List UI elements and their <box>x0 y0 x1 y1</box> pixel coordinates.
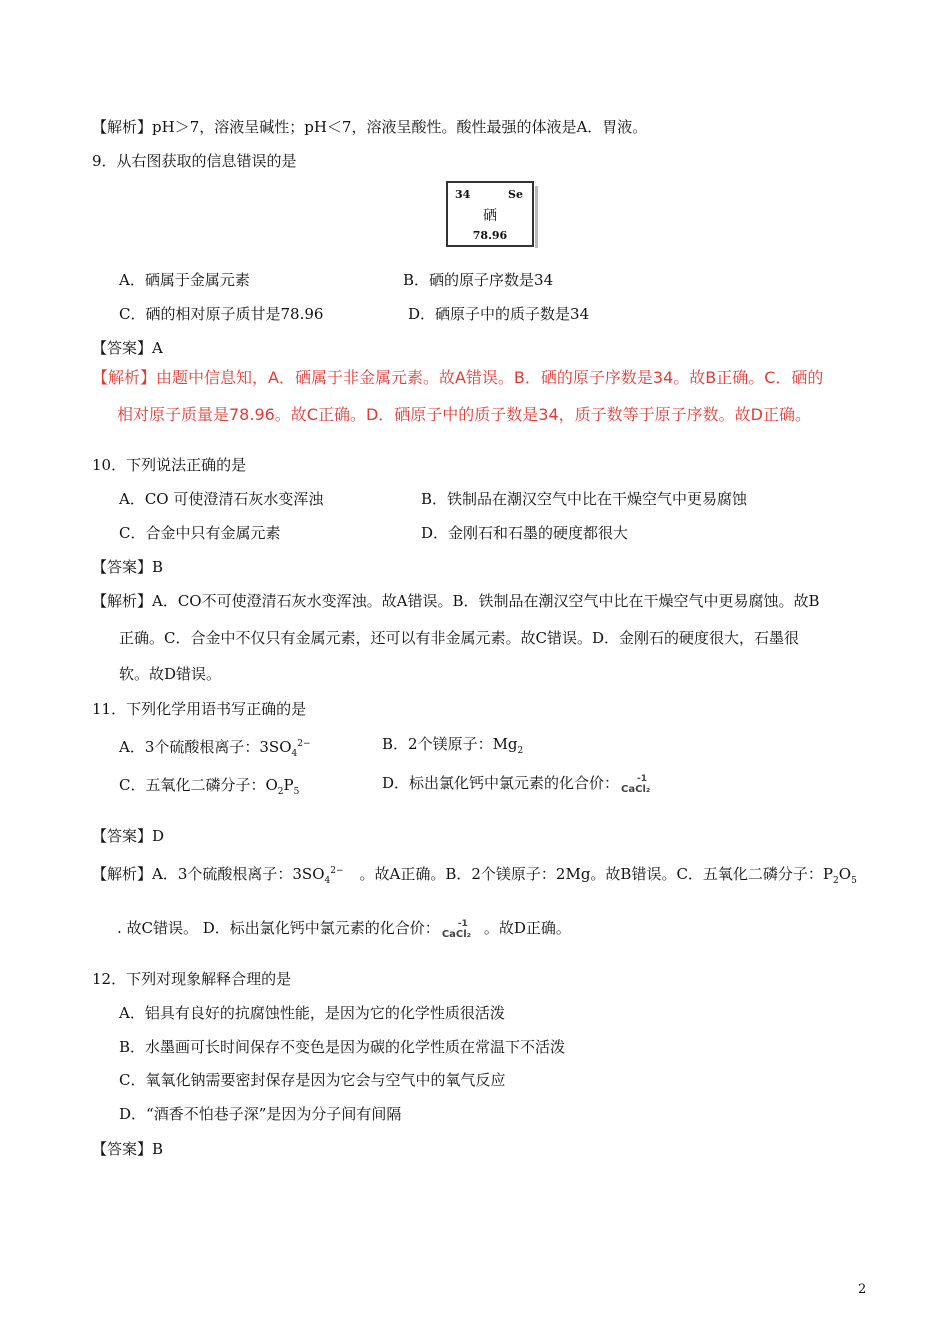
q9-option-d: D．硒原子中的质子数是34 <box>408 305 590 323</box>
q8-analysis <box>92 117 647 137</box>
q9-answer: 【答案】A <box>92 339 163 357</box>
q10-answer: 【答案】B <box>92 558 164 576</box>
q12-option-d: D．“酒香不怕巷子深”是因为分子间有间隔 <box>119 1105 402 1123</box>
q11-option-b: B．2个镁原子：$Mg_2$ <box>382 735 524 756</box>
q9-analysis-line-1: 【解析】由题中信息知，A．硒属于非金属元素。故A错误。B．硒的原子序数是34。故B正确。C．硒的 <box>92 368 824 387</box>
q11-option-a: A．3个硫酸根离子：$3SO_4^{2-}$ <box>119 738 311 759</box>
q12-option-c: C．氧氧化钠需要密封保存是因为它会与空气中的氧气反应 <box>119 1071 506 1089</box>
q10-stem: 10．下列说法正确的是 <box>92 456 247 474</box>
q8-analysis-label: 【解析】 <box>92 118 153 136</box>
q11-option-c: C．五氧化二磷分子：$O_2P_5$ <box>119 776 300 797</box>
q11-stem: 11．下列化学用语书写正确的是 <box>92 700 307 718</box>
q12-option-b: B．水墨画可长时间保存不变色是因为碳的化学性质在常温下不活泼 <box>119 1038 566 1056</box>
q9-stem: 9．从右图获取的信息错误的是 <box>92 152 297 170</box>
q10-analysis-line-3: 软。故D错误。 <box>119 665 222 683</box>
q11-analysis-line-2: . 故C错误。 D．标出氯化钙中氯元素的化合价： -1 CaCl₂ 。故D正确。 <box>117 919 571 940</box>
q11-option-d: D．标出氯化钙中氯元素的化合价： -1 CaCl₂ <box>382 773 663 795</box>
q10-analysis-line-2: 正确。C．合金中不仅只有金属元素，还可以有非金属元素。故C错误。D．金刚石的硬度很大，石墨很 <box>119 629 799 647</box>
q11-answer: 【答案】D <box>92 827 165 845</box>
element-atomic-mass: 78.96 <box>472 229 508 242</box>
cacl2-valence-formula-analysis: -1 CaCl₂ <box>441 919 472 940</box>
q10-option-b: B．铁制品在潮汉空气中比在干燥空气中更易腐蚀 <box>421 490 748 508</box>
q10-analysis-line-1: 【解析】A．CO不可使澄清石灰水变浑浊。故A错误。B．铁制品在潮汉空气中比在干燥空气中更易腐蚀。故B <box>92 592 820 610</box>
q10-option-a: A．CO 可使澄清石灰水变浑浊 <box>119 490 324 508</box>
element-symbol: Se <box>508 188 523 201</box>
q9-option-b: B．硒的原子序数是34 <box>403 271 554 289</box>
cacl2-valence-formula: -1 CaCl₂ <box>621 774 651 795</box>
page-number: 2 <box>858 1282 867 1297</box>
element-atomic-number: 34 <box>455 188 471 201</box>
q12-stem: 12．下列对现象解释合理的是 <box>92 970 292 988</box>
q12-answer: 【答案】B <box>92 1140 164 1158</box>
q10-option-d: D．金刚石和石墨的硬度都很大 <box>421 524 629 542</box>
selenium-element-card <box>446 181 534 247</box>
q9-option-c: C．硒的相对原子质甘是78.96 <box>119 305 324 323</box>
q10-option-c: C．合金中只有金属元素 <box>119 524 281 542</box>
q12-option-a: A．铝具有良好的抗腐蚀性能，是因为它的化学性质很活泼 <box>119 1004 505 1022</box>
q11-analysis-line-1: 【解析】A．3个硫酸根离子：$3SO_4^{2-}$ 。故A正确。B．2个镁原子：2Mg。故B错误。C．五氧化二磷分子：$P_2O_5$ <box>92 865 857 886</box>
q8-analysis-text: pH＞7，溶液呈碱性；pH＜7，溶液呈酸性。酸性最强的体液是A．胃液。 <box>152 118 648 136</box>
q9-analysis-line-2: 相对原子质量是78.96。故C正确。D．硒原子中的质子数是34，质子数等于原子序数。故D正确。 <box>117 405 811 424</box>
q9-option-a: A．硒属于金属元素 <box>119 271 250 289</box>
element-name: 硒 <box>483 208 497 224</box>
